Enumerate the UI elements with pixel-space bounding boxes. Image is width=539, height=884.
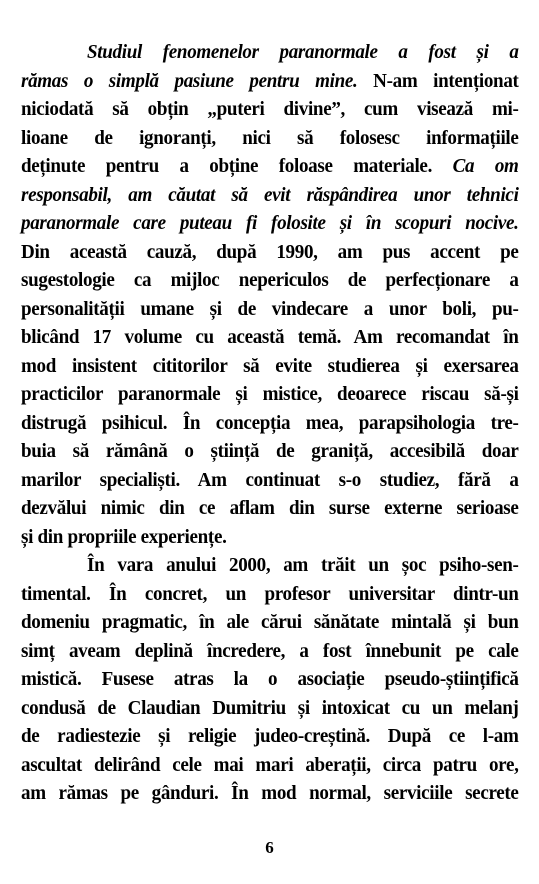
text-line: mod insistent cititorilor să evite studierea și exersarea	[21, 354, 519, 377]
text-line	[21, 209, 519, 238]
text-line: Din această cauză, după 1990, am pus accent pe	[21, 240, 519, 263]
italic-text: responsabil, am căutat să evit răspândirea unor tehnici	[21, 183, 519, 206]
paragraph	[21, 551, 519, 808]
text-line: practicilor paranormale și mistice, deoarece riscau să-și	[21, 383, 519, 405]
text-line: niciodată să obțin „puteri divine”, cum visează mi-	[21, 98, 519, 120]
text-line: ascultat delirând cele mai mari aberații, circa patru ore,	[21, 753, 519, 776]
text: N-am intenționat	[357, 69, 519, 92]
text-line: personalității umane și de vindecare a unor boli, pu-	[21, 297, 519, 320]
text-line: buia să rămână o știință de graniță, accesibilă doar	[21, 440, 519, 462]
italic-text: Ca om	[452, 155, 519, 177]
text-line: mistică. Fusese atras la o asociație pseudo-științifică	[21, 668, 519, 690]
page-number: 6	[265, 838, 274, 857]
text-line	[21, 181, 519, 210]
italic-text: Studiul fenomenelor paranormale a fost și a	[87, 41, 519, 63]
italic-text: rămas o simplă pasiune pentru mine.	[21, 69, 358, 92]
text-line: blicând 17 volume cu această temă. Am recomandat în	[21, 326, 519, 348]
text-line: am rămas pe gânduri. În mod normal, serviciile secrete	[21, 782, 519, 804]
text-line	[21, 152, 519, 181]
paragraph	[21, 38, 519, 551]
text-line: În vara anului 2000, am trăit un șoc psiho-sen-	[87, 554, 519, 576]
text-line: condusă de Claudian Dumitriu și intoxicat cu un melanj	[21, 696, 519, 719]
italic-text: paranormale care puteau fi folosite și în scopuri nocive.	[21, 212, 519, 234]
text-line: și din propriile experiențe.	[21, 525, 227, 548]
text-line: timental. În concret, un profesor universitar dintr-un	[21, 582, 519, 605]
text-line: dezvălui nimic din ce aflam din surse externe serioase	[21, 497, 519, 519]
text-line: marilor specialiști. Am continuat s-o studiez, fără a	[21, 468, 519, 491]
text-line: sugestologie ca mijloc nepericulos de perfecționare a	[21, 269, 519, 291]
text-line	[21, 38, 519, 67]
text-line	[21, 67, 519, 96]
text-line: simț aveam deplină încredere, a fost înnebunit pe cale	[21, 639, 519, 662]
text: deținute pentru a obține foloase materiale.	[21, 155, 453, 177]
text-line: distrugă psihicul. În concepția mea, parapsihologia tre-	[21, 411, 519, 434]
text-line: domeniu pragmatic, în ale cărui sănătate mintală și bun	[21, 611, 519, 633]
text-line: lioane de ignoranți, nici să folosesc informațiile	[21, 126, 519, 149]
text-line: de radiestezie și religie judeo-creștină. După ce l-am	[21, 725, 519, 747]
page-body	[21, 38, 519, 808]
